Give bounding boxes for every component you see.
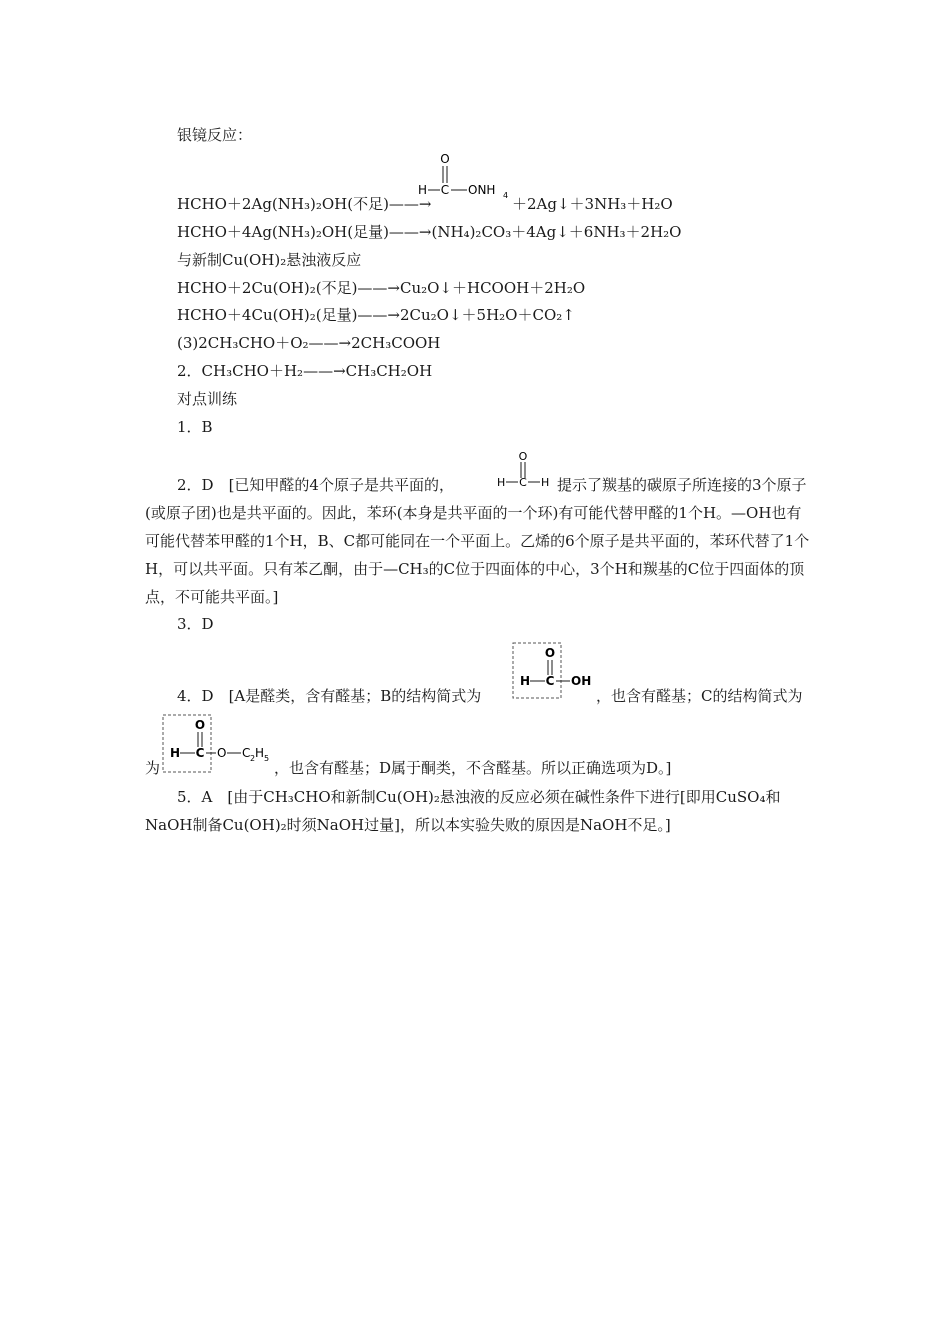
structure-hydrogen: H <box>418 183 428 197</box>
silver-mirror-eq2: HCHO＋4Ag(NH₃)₂OH(足量)——→(NH₄)₂CO₃＋4Ag↓＋6NH₃＋2H₂O <box>177 223 682 241</box>
answer-4-end: ，也含有醛基；D属于酮类，不含醛基。所以正确选项为D。] <box>274 759 672 777</box>
formic-acid-structure <box>512 640 594 704</box>
structure-hydrogen: H <box>520 674 531 688</box>
answer-4-start: 4．D [A是醛类，含有醛基；B的结构简式为 <box>177 687 482 705</box>
structure-onh: ONH <box>468 183 496 197</box>
structure-oxygen: O <box>440 152 450 166</box>
copper-heading: 与新制Cu(OH)₂悬浊液反应 <box>177 251 362 269</box>
answer-4-middle: ，也含有醛基；C的结构简式为 <box>596 687 803 705</box>
structure-ethyl-hydrogen: H <box>255 746 265 760</box>
item3-equation: (3)2CH₃CHO＋O₂——→2CH₃COOH <box>177 334 441 352</box>
answer-2-explanation: 提示了羰基的碳原子所连接的3个原子(或原子团)也是共平面的。因此，苯环(本身是共平面的一个环)有可能代替甲醛的1个H。—OH也有可能代替苯甲醛的1个H，B、C都可能同在一个平面上。乙烯的6个原子是共平面的，苯环代替了1个H，可以共平面。只有苯乙酮，由于—CH₃的C位于四面体的中心，3个H和羰基的C位于四面体的顶点，不可能共平面。] <box>145 476 810 606</box>
structure-hydrogen-right: H <box>541 476 550 489</box>
structure-oxygen: O <box>544 646 556 660</box>
copper-eq2: HCHO＋4Cu(OH)₂(足量)——→2Cu₂O↓＋5H₂O＋CO₂↑ <box>177 306 575 324</box>
structure-hydroxyl: OH <box>571 674 592 688</box>
structure-hydrogen-left: H <box>497 476 506 489</box>
structure-carbon: C <box>440 183 450 197</box>
answer-5: 5．A [由于CH₃CHO和新制Cu(OH)₂悬浊液的反应必须在碱性条件下进行[即用CuSO₄和NaOH制备Cu(OH)₂时须NaOH过量]，所以本实验失败的原因是NaOH不足。] <box>145 788 781 834</box>
silver-mirror-heading: 银镜反应： <box>177 126 253 144</box>
answer-1: 1．B <box>177 418 213 436</box>
structure-subscript: 4 <box>503 191 509 200</box>
structure-carbon: C <box>195 746 205 760</box>
structure-carbon: C <box>519 476 527 489</box>
silver-mirror-eq1-right: ＋2Ag↓＋3NH₃＋H₂O <box>512 195 673 213</box>
answer-3: 3．D <box>177 615 214 633</box>
structure-ethyl-carbon: C <box>242 746 251 760</box>
structure-oxygen: O <box>518 450 528 463</box>
structure-ether-oxygen: O <box>217 746 227 760</box>
copper-eq1: HCHO＋2Cu(OH)₂(不足)——→Cu₂O↓＋HCOOH＋2H₂O <box>177 279 586 297</box>
practice-title: 对点训练 <box>177 390 238 408</box>
structure-ethyl-sub2: 5 <box>264 754 270 763</box>
silver-mirror-eq1-left: HCHO＋2Ag(NH₃)₂OH(不足)——→ <box>177 195 432 213</box>
answer-2-start: 2．D [已知甲醛的4个原子是共平面的， <box>177 476 454 494</box>
answer-4-prefix: 为 <box>145 759 161 777</box>
structure-ethyl-sub1: 2 <box>250 754 256 763</box>
item2-equation: 2．CH₃CHO＋H₂——→CH₃CH₂OH <box>177 362 433 380</box>
structure-oxygen: O <box>194 718 206 732</box>
structure-carbon: C <box>545 674 555 688</box>
structure-hydrogen: H <box>170 746 181 760</box>
ammonium-formate-structure <box>415 150 515 214</box>
methyl-formate-structure <box>162 712 272 778</box>
